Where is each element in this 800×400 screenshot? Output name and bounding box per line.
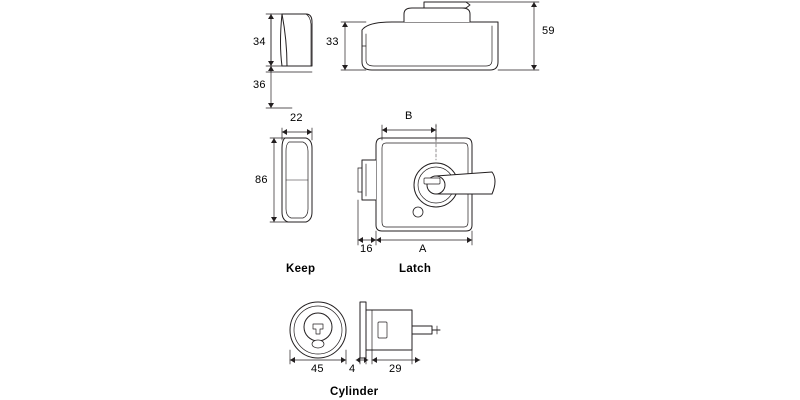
dim-29: 29 [389,363,402,375]
part-label-cylinder: Cylinder [330,386,379,398]
cylinder-side-view [360,302,440,358]
part-label-latch: Latch [399,263,432,275]
dim-86: 86 [255,174,268,186]
dim-4: 4 [349,363,356,375]
dim-34: 34 [253,36,266,48]
keep-front-view [282,138,312,222]
dim-B: B [405,110,413,122]
latch-side-view [362,2,498,70]
dim-16: 16 [360,243,373,255]
dim-A: A [419,243,427,255]
dim-36: 36 [253,79,266,91]
dim-33: 33 [326,36,339,48]
cylinder-front-view [290,302,346,358]
latch-front-view [358,124,495,231]
dim-45: 45 [311,363,324,375]
part-label-keep: Keep [286,263,316,275]
dim-59: 59 [542,25,555,37]
dim-22: 22 [290,112,303,124]
keep-side-view [281,14,313,66]
